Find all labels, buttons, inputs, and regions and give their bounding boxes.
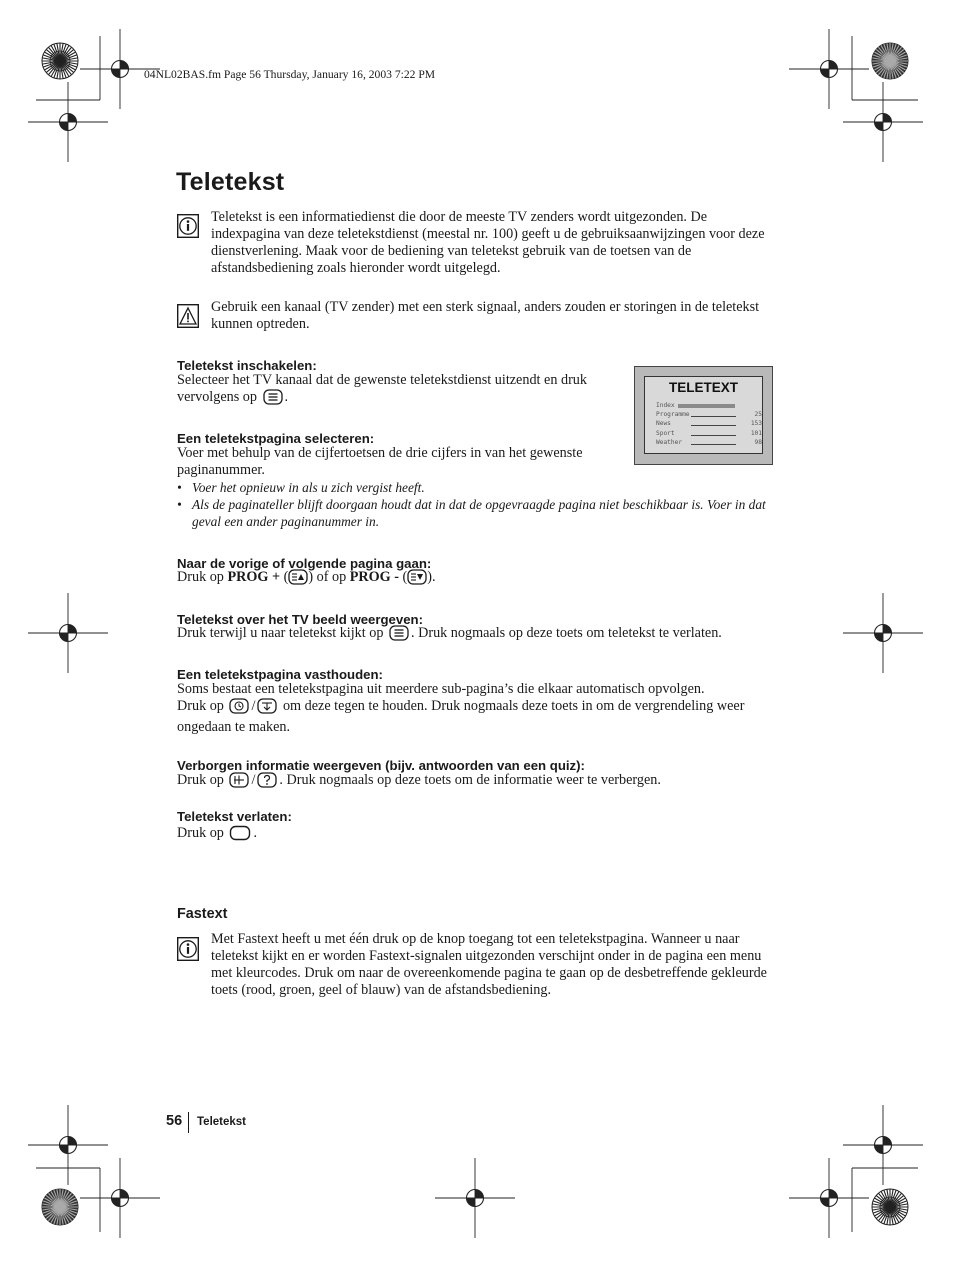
crosshair-mark: [843, 82, 923, 162]
teletext-screen-row-line: [691, 435, 736, 436]
footer-section-label: Teletekst: [197, 1116, 247, 1128]
info-icon: [177, 937, 199, 961]
crosshair-mark: [789, 1158, 869, 1238]
hold-line-1: Soms bestaat een teletekstpagina uit meerdere sub-pagina’s die elkaar automatisch opvolgen.: [177, 681, 705, 697]
select-page-text: Voer met behulp van de cijfertoetsen de drie cijfers in van het gewenste paginanummer.: [177, 445, 583, 478]
reveal-key-icon: [229, 772, 249, 793]
page-title: Teletekst: [176, 168, 285, 196]
crosshair-mark: [80, 1158, 160, 1238]
starburst-mark: [42, 43, 78, 79]
crosshair-mark: [843, 1105, 923, 1185]
teletext-screen-row-number: 153: [750, 420, 762, 428]
hold-key-icon: [229, 698, 249, 719]
teletext-key-icon: [389, 625, 409, 646]
teletext-screen-row-label: Weather: [656, 438, 683, 446]
footer-divider: [188, 1112, 189, 1133]
starburst-mark: [872, 1189, 908, 1225]
teletext-screen-row-line: [691, 425, 736, 426]
page-number: 56: [166, 1113, 183, 1129]
switch-on-heading: Teletekst inschakelen:: [177, 358, 317, 373]
reveal-text: Druk op / . Druk nogmaals op deze toets om de informatie weer te verbergen.: [177, 772, 787, 793]
teletext-screen-title: TELETEXT: [668, 380, 738, 395]
reveal-question-key-icon: [257, 772, 277, 793]
teletext-screen-row-label: Programme: [656, 411, 690, 419]
hold-heading: Een teletekstpagina vasthouden:: [177, 667, 383, 682]
switch-on-text-a: Selecteer het TV kanaal dat de gewenste teletekstdienst uitzendt en druk vervolgens op: [177, 372, 587, 405]
intro-paragraph: Teletekst is een informatiedienst die door de meeste TV zenders wordt uitgezonden. De indexpagina van deze teletekstdienst (meestal nr. 100) geeft u de gebruiksaanwijzingen voor deze dienstverlening. Maak voor de bediening van teletekst gebruik van de toetsen van de afstandsbediening zoals hieronder wordt uitgelegd.: [211, 209, 765, 276]
warning-icon: [177, 304, 199, 328]
teletext-screen-row: [656, 429, 762, 439]
crosshair-mark: [28, 593, 108, 673]
starburst-mark: [42, 1189, 78, 1225]
prog-up-icon: [288, 569, 308, 590]
prev-next-heading: Naar de vorige of volgende pagina gaan:: [177, 556, 432, 571]
teletext-screen-row-label: News: [656, 420, 671, 428]
prev-next-text: Druk op PROG + ( ) of op PROG - ( ).: [177, 569, 777, 590]
hold-subpage-key-icon: [257, 698, 277, 719]
teletext-screen-illustration: [634, 366, 773, 465]
exit-heading: Teletekst verlaten:: [177, 809, 292, 824]
teletext-screen-row-label: Index: [656, 402, 675, 409]
overlay-heading: Teletekst over het TV beeld weergeven:: [177, 612, 424, 627]
teletext-screen-row-line: [691, 416, 736, 417]
teletext-screen-row: [656, 438, 762, 448]
crosshair-mark: [28, 82, 108, 162]
reveal-heading: Verborgen informatie weergeven (bijv. antwoorden van een quiz):: [177, 758, 585, 773]
print-header: 04NL02BAS.fm Page 56 Thursday, January 16, 2003 7:22 PM: [144, 68, 436, 81]
tv-key-icon: [229, 825, 251, 846]
crosshair-mark: [435, 1158, 515, 1238]
teletext-screen-row: [656, 420, 762, 429]
teletext-screen-row-number: 98: [754, 438, 762, 446]
prog-down-icon: [407, 569, 427, 590]
fastext-paragraph: Met Fastext heeft u met één druk op de knop toegang tot een teletekstpagina. Wanneer u naar teletekst kijkt en er worden Fastext-signalen uitgezonden verschijnt onder in de pagina een menu met kleurcodes. Druk om naar de overeenkomende pagina te gaan op de desbetreffende gekleurde toets (rood, groen, geel of blauw) van de afstandsbediening.: [211, 931, 767, 998]
exit-text: Druk op .: [177, 825, 477, 846]
teletext-screen-row: [656, 402, 756, 411]
warning-paragraph: Gebruik een kanaal (TV zender) met een sterk signaal, anders zouden er storingen in de teletekst kunnen optreden.: [211, 299, 760, 332]
teletext-screen-row-number: 25: [754, 411, 762, 419]
teletext-screen-row-line: [678, 404, 735, 408]
starburst-mark: [872, 43, 908, 79]
switch-on-text: [177, 372, 617, 410]
crosshair-mark: [28, 1105, 108, 1185]
fastext-heading: Fastext: [177, 906, 228, 922]
select-page-heading: Een teletekstpagina selecteren:: [177, 431, 375, 446]
crosshair-mark: [843, 593, 923, 673]
teletext-screen-row-label: Sport: [656, 429, 675, 437]
hold-text: Druk op / om deze tegen te houden. Druk nogmaals deze toets in om de vergrendeling weer ongedaan te maken.: [177, 698, 745, 735]
teletext-screen-row-number: 101: [750, 429, 762, 437]
info-icon: [177, 214, 199, 238]
teletext-key-icon: [263, 389, 283, 410]
overlay-text: Druk terwijl u naar teletekst kijkt op . Druk nogmaals op deze toets om teletekst te verlaten.: [177, 625, 787, 646]
teletext-screen-row: [656, 411, 762, 420]
crosshair-mark: [789, 29, 869, 109]
teletext-screen-row-line: [691, 444, 736, 445]
switch-on-text-b: .: [284, 389, 289, 405]
